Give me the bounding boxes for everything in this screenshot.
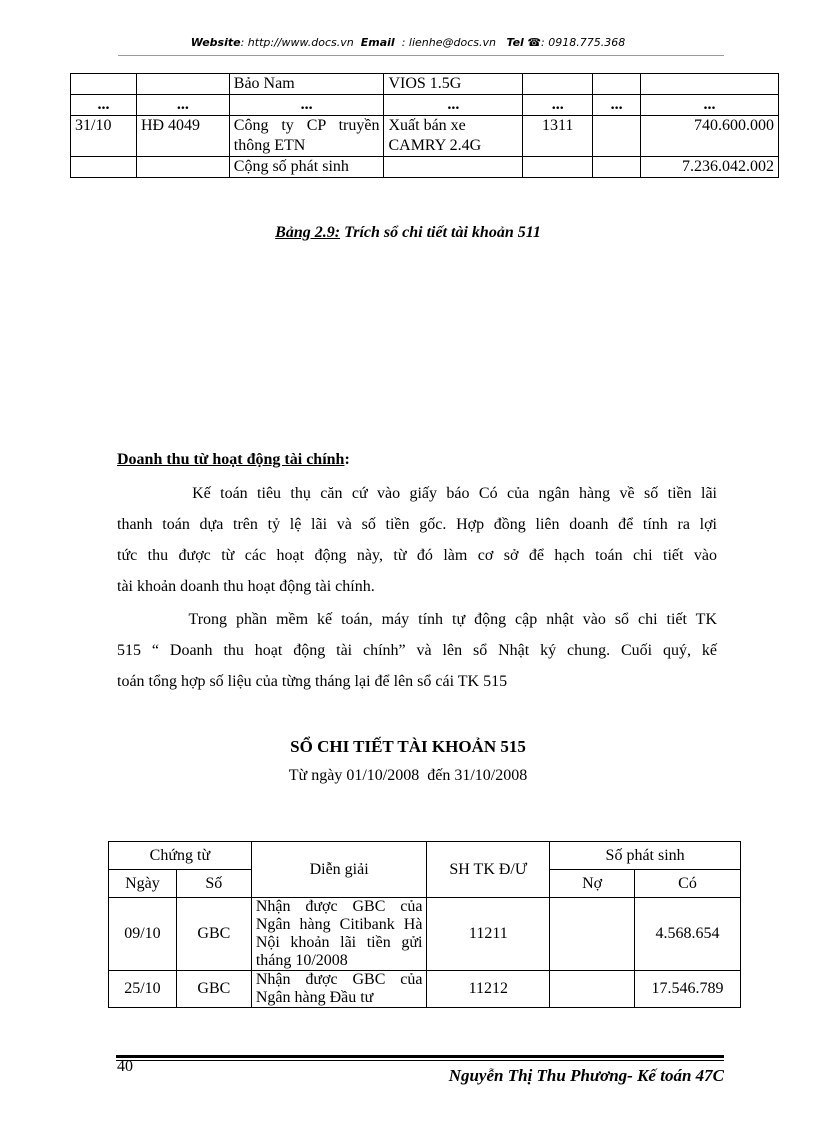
table-cell (641, 74, 779, 95)
table-cell (593, 116, 641, 157)
text-line: tức thu được từ các hoạt động này, từ đó làm cơ sở để hạch toán chi tiết vào (117, 547, 717, 564)
table-cell: ... (523, 95, 593, 116)
table-cell: ... (136, 95, 229, 116)
caption-label: Bảng 2.9: (275, 224, 341, 241)
table-cell (71, 157, 137, 178)
account-header: SH TK Đ/Ư (427, 842, 550, 898)
table-row (71, 74, 779, 95)
table-row (71, 157, 779, 178)
account-cell: 11212 (427, 971, 550, 1008)
table-cell (593, 157, 641, 178)
debit-header: Nợ (550, 870, 635, 898)
footer-divider-thin (116, 1060, 724, 1061)
description-cell: Nhận được GBC của Ngân hàng Đầu tư (251, 971, 427, 1008)
table-cell: Xuất bán xe CAMRY 2.4G (384, 116, 523, 157)
credit-cell: 4.568.654 (635, 898, 741, 971)
description-cell: Nhận được GBC của Ngân hàng Citibank Hà Nội khoản lãi tiền gửi tháng 10/2008 (251, 898, 427, 971)
table-row (71, 95, 779, 116)
table-cell (384, 157, 523, 178)
amount-header: Số phát sinh (550, 842, 741, 870)
header-divider (118, 55, 724, 56)
table-row (109, 971, 741, 1008)
table-cell: VIOS 1.5G (384, 74, 523, 95)
website-label: Website (190, 36, 241, 49)
section-heading (117, 451, 350, 469)
table-cell: HĐ 4049 (136, 116, 229, 157)
paragraph-1 (117, 478, 717, 602)
date-header: Ngày (109, 870, 177, 898)
table-row (71, 116, 779, 157)
credit-header: Có (635, 870, 741, 898)
section-heading-suffix: : (344, 451, 350, 468)
text-line: Trong phần mềm kế toán, máy tính tự động cập nhật vào sổ chi tiết TK (117, 611, 717, 628)
text-line: toán tổng hợp số liệu của từng tháng lại để lên sổ cái TK 515 (117, 673, 508, 690)
text-line: thanh toán dựa trên tỷ lệ lãi và số tiền gốc. Hợp đồng liên doanh để tính ra lợi (117, 516, 717, 533)
footer-divider-thick (116, 1055, 724, 1058)
caption-text: Trích sổ chi tiết tài khoản 511 (340, 224, 541, 241)
table-cell (523, 157, 593, 178)
table-cell (136, 74, 229, 95)
email-value: : lienhe@docs.vn (401, 36, 496, 49)
account-cell: 11211 (427, 898, 550, 971)
number-cell: GBC (176, 971, 251, 1008)
credit-cell: 17.546.789 (635, 971, 741, 1008)
date-cell: 25/10 (109, 971, 177, 1008)
ledger-period: Từ ngày 01/10/2008 đến 31/10/2008 (288, 767, 528, 784)
tel-label: Tel (506, 36, 524, 49)
table-cell: 7.236.042.002 (641, 157, 779, 178)
table-cell: 1311 (523, 116, 593, 157)
date-cell: 09/10 (109, 898, 177, 971)
table-cell (523, 74, 593, 95)
table-cell (71, 74, 137, 95)
text-line: Kế toán tiêu thụ căn cứ vào giấy báo Có của ngân hàng về số tiền lãi (117, 485, 717, 502)
table-cell: ... (593, 95, 641, 116)
table-cell: ... (641, 95, 779, 116)
table-cell: ... (229, 95, 384, 116)
table-row (109, 898, 741, 971)
footer-author: Nguyễn Thị Thu Phương- Kế toán 47C (448, 1066, 724, 1085)
website-value: : http://www.docs.vn (240, 36, 354, 49)
table-cell: Cộng số phát sinh (229, 157, 384, 178)
page-header (0, 36, 816, 49)
description-header: Diễn giải (251, 842, 427, 898)
section-heading-text: Doanh thu từ hoạt động tài chính (117, 451, 345, 468)
table-cell: Bảo Nam (229, 74, 384, 95)
email-label: Email (360, 36, 395, 49)
ledger-title: SỔ CHI TIẾT TÀI KHOẢN 515 (290, 737, 526, 756)
ledger-515-table (108, 841, 741, 1008)
debit-cell (550, 971, 635, 1008)
table-caption (0, 224, 816, 242)
ledger-511-excerpt-table (70, 73, 779, 178)
text-line: 515 “ Doanh thu hoạt động tài chính” và lên sổ Nhật ký chung. Cuối quý, kế (117, 642, 717, 659)
tel-value: : 0918.775.368 (541, 36, 626, 49)
number-header: Số (176, 870, 251, 898)
table-cell (136, 157, 229, 178)
page-number: 40 (117, 1058, 133, 1075)
paragraph-2 (117, 604, 717, 697)
table-header-row (109, 842, 741, 870)
voucher-header: Chứng từ (109, 842, 252, 870)
debit-cell (550, 898, 635, 971)
table-cell: 31/10 (71, 116, 137, 157)
table-cell (593, 74, 641, 95)
table-cell: ... (71, 95, 137, 116)
table-cell: ... (384, 95, 523, 116)
table-cell: Công ty CP truyền thông ETN (229, 116, 384, 157)
table-cell: 740.600.000 (641, 116, 779, 157)
text-line: tài khoản doanh thu hoạt động tài chính. (117, 578, 375, 595)
phone-icon: ☎ (527, 36, 542, 49)
number-cell: GBC (176, 898, 251, 971)
